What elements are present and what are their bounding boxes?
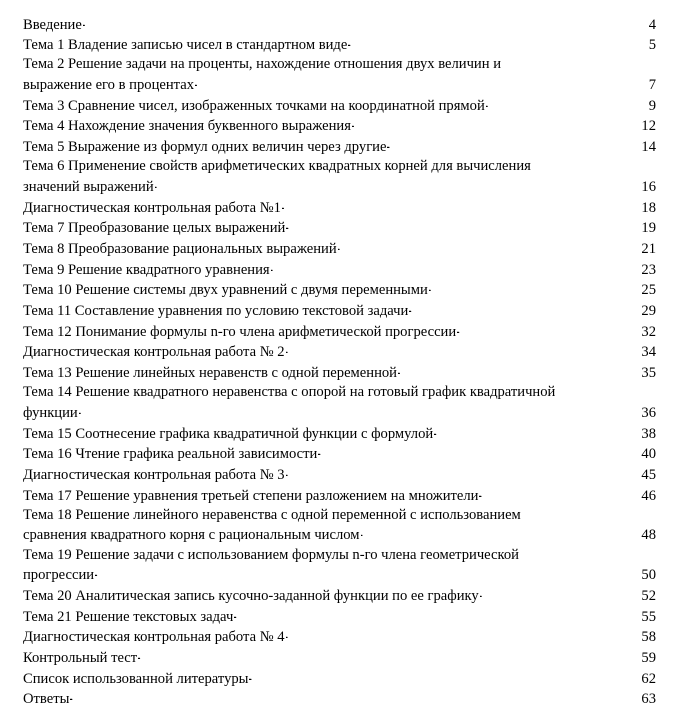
toc-entry-line bbox=[23, 35, 656, 56]
toc-page-number: 35 bbox=[641, 365, 656, 382]
toc-entry[interactable] bbox=[23, 689, 656, 709]
toc-entry-line bbox=[23, 585, 656, 606]
table-of-contents bbox=[23, 14, 656, 709]
toc-entry-line bbox=[23, 137, 656, 158]
toc-entry[interactable] bbox=[23, 35, 656, 56]
toc-entry-title: сравнения квадратного корня с рациональным числом bbox=[23, 527, 360, 544]
dot-leader bbox=[286, 627, 641, 642]
toc-entry[interactable] bbox=[23, 95, 656, 116]
toc-page-number: 5 bbox=[648, 37, 656, 54]
toc-entry[interactable] bbox=[23, 116, 656, 137]
toc-entry[interactable] bbox=[23, 259, 656, 280]
toc-entry-title: Тема 8 Преобразование рациональных выражений bbox=[23, 240, 337, 257]
toc-page-number: 21 bbox=[641, 240, 656, 257]
toc-entry[interactable] bbox=[23, 464, 656, 485]
dot-leader bbox=[429, 280, 641, 295]
dot-leader bbox=[234, 606, 640, 621]
toc-page-number: 18 bbox=[641, 199, 656, 216]
toc-entry-title: Тема 12 Понимание формулы n-го члена арифметической прогрессии bbox=[23, 323, 457, 340]
toc-entry-line bbox=[23, 218, 656, 239]
toc-entry-title: Тема 13 Решение линейных неравенств с одной переменной bbox=[23, 365, 397, 382]
toc-page-number: 12 bbox=[641, 118, 656, 135]
toc-entry[interactable] bbox=[23, 218, 656, 239]
dot-leader bbox=[348, 35, 647, 50]
toc-entry-title: Тема 5 Выражение из формул одних величин через другие bbox=[23, 139, 387, 156]
toc-entry[interactable] bbox=[23, 485, 656, 506]
toc-entry-title: прогрессии bbox=[23, 567, 95, 584]
dot-leader bbox=[249, 668, 640, 683]
toc-page-number: 40 bbox=[641, 446, 656, 463]
dot-leader bbox=[361, 525, 641, 540]
toc-entry-line bbox=[23, 300, 656, 321]
dot-leader bbox=[70, 689, 640, 704]
toc-page-number: 59 bbox=[641, 649, 656, 666]
toc-page-number: 25 bbox=[641, 282, 656, 299]
toc-entry-title: Тема 21 Решение текстовых задач bbox=[23, 608, 234, 625]
toc-entry-title: Контрольный тест bbox=[23, 649, 138, 666]
toc-entry[interactable] bbox=[23, 668, 656, 689]
toc-page-number: 16 bbox=[641, 178, 656, 195]
toc-entry-line bbox=[23, 444, 656, 465]
dot-leader bbox=[195, 74, 648, 89]
toc-entry-line bbox=[23, 423, 656, 444]
toc-entry[interactable] bbox=[23, 585, 656, 606]
dot-leader bbox=[282, 197, 640, 212]
dot-leader bbox=[79, 402, 641, 417]
toc-entry-title-line: Тема 19 Решение задачи с использованием формулы n-го члена геометрической bbox=[23, 546, 519, 563]
toc-entry-line bbox=[23, 238, 656, 259]
toc-entry-title: Тема 16 Чтение графика реальной зависимости bbox=[23, 446, 318, 463]
toc-page-number: 34 bbox=[641, 344, 656, 361]
toc-entry-title: Тема 17 Решение уравнения третьей степени разложением на множители bbox=[23, 487, 479, 504]
dot-leader bbox=[83, 14, 648, 29]
dot-leader bbox=[286, 342, 641, 357]
toc-page-number: 9 bbox=[648, 97, 656, 114]
toc-entry-title: Тема 3 Сравнение чисел, изображенных точками на координатной прямой bbox=[23, 97, 485, 114]
toc-entry[interactable] bbox=[23, 238, 656, 259]
toc-entry-line bbox=[23, 606, 656, 627]
toc-entry[interactable] bbox=[23, 137, 656, 158]
toc-entry[interactable] bbox=[23, 606, 656, 627]
toc-entry-title-line: Тема 2 Решение задачи на проценты, нахождение отношения двух величин и bbox=[23, 56, 502, 73]
toc-entry[interactable] bbox=[23, 342, 656, 363]
toc-entry[interactable] bbox=[23, 546, 656, 586]
toc-entry-title: функции bbox=[23, 404, 78, 421]
dot-leader bbox=[138, 647, 640, 662]
toc-entry-line bbox=[23, 464, 656, 485]
toc-entry-line bbox=[23, 95, 656, 116]
toc-page-number: 38 bbox=[641, 425, 656, 442]
dot-leader bbox=[434, 423, 640, 438]
dot-leader bbox=[286, 218, 640, 233]
toc-entry-title: Тема 10 Решение системы двух уравнений с двумя переменными bbox=[23, 282, 428, 299]
toc-entry[interactable] bbox=[23, 444, 656, 465]
toc-entry-line bbox=[23, 74, 656, 95]
dot-leader bbox=[271, 259, 641, 274]
toc-page-number: 7 bbox=[648, 77, 656, 94]
toc-entry-line bbox=[23, 321, 656, 342]
toc-entry-title: Тема 15 Соотнесение графика квадратичной функции с формулой bbox=[23, 425, 434, 442]
toc-entry-title: Диагностическая контрольная работа № 2 bbox=[23, 344, 285, 361]
toc-page-number: 62 bbox=[641, 670, 656, 687]
toc-entry[interactable] bbox=[23, 157, 656, 197]
toc-page-number: 50 bbox=[641, 567, 656, 584]
toc-entry-title: Диагностическая контрольная работа № 4 bbox=[23, 629, 285, 646]
toc-entry-title: Тема 7 Преобразование целых выражений bbox=[23, 220, 286, 237]
toc-page-number: 23 bbox=[641, 261, 656, 278]
toc-entry[interactable] bbox=[23, 423, 656, 444]
toc-entry-line bbox=[23, 402, 656, 423]
toc-entry-title-line: Тема 14 Решение квадратного неравенства с опорой на готовый график квадратичной bbox=[23, 384, 556, 401]
toc-entry[interactable] bbox=[23, 321, 656, 342]
toc-entry-title: Введение bbox=[23, 16, 82, 33]
dot-leader bbox=[409, 300, 640, 315]
dot-leader bbox=[338, 238, 641, 253]
dot-leader bbox=[352, 116, 640, 131]
toc-entry-line bbox=[23, 14, 656, 35]
toc-entry-line bbox=[23, 689, 656, 709]
toc-page-number: 4 bbox=[648, 16, 656, 33]
toc-page-number: 63 bbox=[641, 691, 656, 708]
toc-page-number: 14 bbox=[641, 139, 656, 156]
toc-page-number: 32 bbox=[641, 323, 656, 340]
toc-entry-line bbox=[23, 647, 656, 668]
toc-entry-title: Диагностическая контрольная работа № 3 bbox=[23, 466, 285, 483]
dot-leader bbox=[457, 321, 640, 336]
toc-entry-line bbox=[23, 485, 656, 506]
toc-entry-title: Тема 4 Нахождение значения буквенного выражения bbox=[23, 118, 351, 135]
dot-leader bbox=[486, 95, 648, 110]
toc-entry[interactable] bbox=[23, 647, 656, 668]
toc-entry[interactable] bbox=[23, 363, 656, 384]
toc-page-number: 58 bbox=[641, 629, 656, 646]
dot-leader bbox=[95, 565, 640, 580]
toc-entry-title-line: Тема 18 Решение линейного неравенства с одной переменной с использованием bbox=[23, 506, 521, 523]
toc-page-number: 46 bbox=[641, 487, 656, 504]
toc-entry-line bbox=[23, 342, 656, 363]
toc-entry[interactable] bbox=[23, 506, 656, 546]
toc-entry-title: Ответы bbox=[23, 691, 70, 708]
toc-entry-title: Тема 1 Владение записью чисел в стандартном виде bbox=[23, 37, 348, 54]
toc-entry-title: Тема 20 Аналитическая запись кусочно-заданной функции по ее графику bbox=[23, 587, 479, 604]
toc-entry-title: Список использованной литературы bbox=[23, 670, 249, 687]
toc-entry-title: Тема 9 Решение квадратного уравнения bbox=[23, 261, 270, 278]
toc-entry[interactable] bbox=[23, 280, 656, 301]
toc-entry-line bbox=[23, 259, 656, 280]
toc-entry-line bbox=[23, 363, 656, 384]
toc-page-number: 29 bbox=[641, 303, 656, 320]
toc-entry[interactable] bbox=[23, 300, 656, 321]
toc-page-number: 48 bbox=[641, 527, 656, 544]
toc-entry-title-line: Тема 6 Применение свойств арифметических квадратных корней для вычисления bbox=[23, 158, 531, 175]
toc-entry-title: Диагностическая контрольная работа №1 bbox=[23, 199, 281, 216]
toc-entry-title: Тема 11 Составление уравнения по условию текстовой задачи bbox=[23, 303, 409, 320]
toc-entry-line bbox=[23, 565, 656, 586]
toc-entry-line bbox=[23, 116, 656, 137]
toc-entry-line bbox=[23, 668, 656, 689]
toc-entry-title: значений выражений bbox=[23, 178, 154, 195]
toc-page-number: 36 bbox=[641, 404, 656, 421]
toc-entry[interactable] bbox=[23, 383, 656, 423]
toc-entry-line bbox=[23, 176, 656, 197]
toc-page-number: 55 bbox=[641, 608, 656, 625]
dot-leader bbox=[398, 363, 640, 378]
toc-entry-line bbox=[23, 627, 656, 648]
toc-entry-line bbox=[23, 280, 656, 301]
toc-page-number: 45 bbox=[641, 466, 656, 483]
toc-entry-line bbox=[23, 525, 656, 546]
toc-page-number: 52 bbox=[641, 587, 656, 604]
toc-page-number: 19 bbox=[641, 220, 656, 237]
dot-leader bbox=[387, 137, 640, 152]
toc-entry[interactable] bbox=[23, 55, 656, 95]
dot-leader bbox=[155, 176, 641, 191]
dot-leader bbox=[479, 485, 640, 500]
toc-entry[interactable] bbox=[23, 197, 656, 218]
dot-leader bbox=[480, 585, 641, 600]
dot-leader bbox=[318, 444, 640, 459]
toc-entry[interactable] bbox=[23, 627, 656, 648]
toc-entry-line bbox=[23, 197, 656, 218]
toc-entry-title: выражение его в процентах bbox=[23, 77, 194, 94]
toc-entry[interactable] bbox=[23, 14, 656, 35]
dot-leader bbox=[286, 464, 641, 479]
